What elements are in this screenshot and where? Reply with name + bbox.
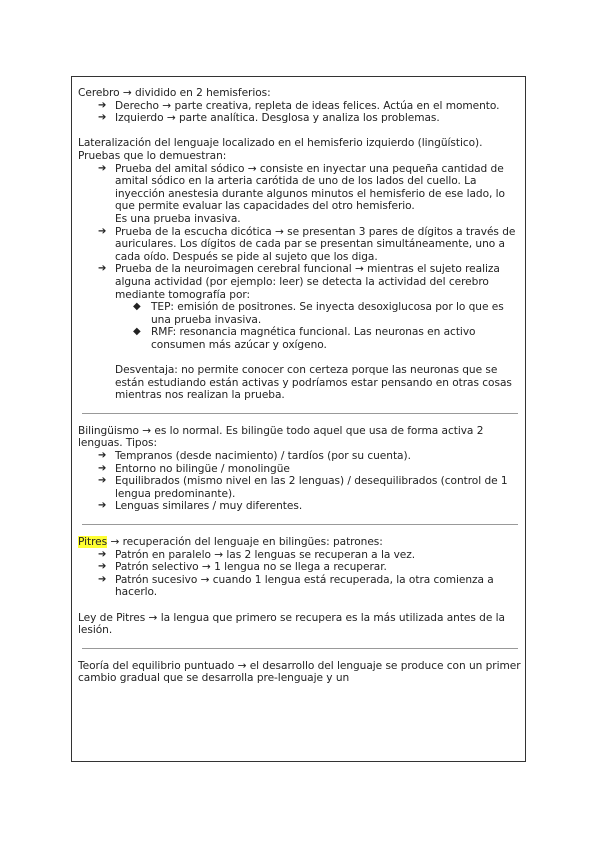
section-lateralizacion: [78, 137, 522, 401]
list-item: ➔ Patrón selectivo → 1 lengua no se llega a recuperar.: [98, 561, 522, 574]
list-item: ➔ Equilibrados (mismo nivel en las 2 lenguas) / desequilibrados (control de 1 lengua predominante).: [98, 475, 522, 500]
desventaja-text: Desventaja: no permite conocer con certeza porque las neuronas que se están estudiando están activas y podríamos estar pensando en otras cosas mientras nos realizan la prueba.: [115, 364, 512, 402]
list-item: ➔ Patrón en paralelo → las 2 lenguas se recuperan a la vez.: [98, 549, 522, 562]
pitres-intro-text: → recuperación del lenguaje en bilingües: patrones:: [107, 536, 383, 548]
bilinguismo-intro: Bilingüismo → es lo normal. Es bilingüe todo aquel que usa de forma activa 2 lenguas. Tipos:: [78, 424, 484, 450]
neuroimagen-text: Prueba de la neuroimagen cerebral funcional → mientras el sujeto realiza alguna actividad (por ejemplo: leer) se detecta la actividad del cerebro mediante tomografía por:: [115, 263, 500, 301]
list-item: ➔ Derecho → parte creativa, repleta de ideas felices. Actúa en el momento.: [98, 100, 522, 113]
section-equilibrio: [78, 660, 522, 685]
list-item: ➔ Entorno no bilingüe / monolingüe: [98, 463, 522, 476]
page-frame: [71, 76, 526, 762]
section-bilinguismo: [78, 425, 522, 513]
ley-pitres: Ley de Pitres → la lengua que primero se recupera es la más utilizada antes de la lesión.: [78, 611, 505, 637]
tomografia-list: [115, 301, 522, 351]
cerebro-intro: Cerebro → dividido en 2 hemisferios:: [78, 87, 271, 99]
list-item: [98, 263, 522, 402]
pruebas-list: [78, 163, 522, 402]
list-item: [98, 163, 522, 226]
list-item: ➔ Izquierdo → parte analítica. Desglosa y analiza los problemas.: [98, 112, 522, 125]
section-cerebro: [78, 87, 522, 125]
amital-text: Prueba del amital sódico → consiste en inyectar una pequeña cantidad de amital sódico en la arteria carótida de uno de los lados del cuello. La inyección anestesia durante algunos minutos el hemisferio de ese lado, lo que permite evaluar las capacidades del otro hemisferio.: [115, 162, 505, 213]
section-pitres: [78, 536, 522, 637]
list-item: ◆ RMF: resonancia magnética funcional. Las neuronas en activo consumen más azúcar y oxígeno.: [133, 326, 522, 351]
cerebro-list: [78, 100, 522, 125]
section-divider: [82, 648, 518, 649]
equilibrio-text: Teoría del equilibrio puntuado → el desarrollo del lenguaje se produce con un primer cambio gradual que se desarrolla pre-lenguaje y un: [78, 659, 521, 685]
section-divider: [82, 413, 518, 414]
section-divider: [82, 524, 518, 525]
pitres-highlight: Pitres: [78, 536, 108, 548]
list-item: ➔ Prueba de la escucha dicótica → se presentan 3 pares de dígitos a través de auriculares. Los dígitos de cada par se presentan simultáneamente, uno a cada oído. Después se pide al sujeto que los diga.: [98, 226, 522, 264]
list-item: ◆ TEP: emisión de positrones. Se inyecta desoxiglucosa por lo que es una prueba invasiva.: [133, 301, 522, 326]
document-content: [78, 87, 522, 685]
list-item: ➔ Patrón sucesivo → cuando 1 lengua está recuperada, la otra comienza a hacerlo.: [98, 574, 522, 599]
amital-note: Es una prueba invasiva.: [115, 212, 241, 225]
list-item: ➔ Lenguas similares / muy diferentes.: [98, 500, 522, 513]
pitres-list: [78, 549, 522, 599]
pitres-intro: [78, 536, 522, 549]
bilinguismo-list: [78, 450, 522, 513]
list-item: ➔ Tempranos (desde nacimiento) / tardíos (por su cuenta).: [98, 450, 522, 463]
lateralizacion-intro: Lateralización del lenguaje localizado en el hemisferio izquierdo (lingüístico). Pruebas que lo demuestran:: [78, 137, 483, 162]
